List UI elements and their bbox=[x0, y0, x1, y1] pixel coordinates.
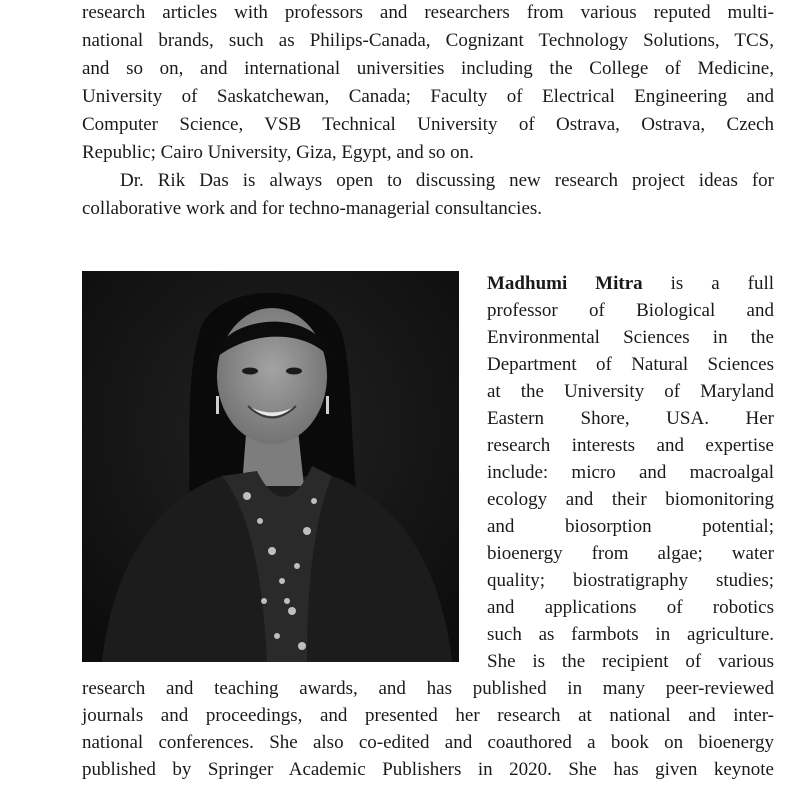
bio-line: She is the recipient of various bbox=[487, 651, 774, 672]
bio-line: Eastern Shore, USA. Her bbox=[487, 408, 774, 429]
text-line: research articles with professors and researchers from various reputed multi- bbox=[82, 2, 774, 23]
text-line: journals and proceedings, and presented her research at national and inter- bbox=[82, 705, 774, 726]
text-line: Dr. Rik Das is always open to discussing new research project ideas for bbox=[120, 170, 774, 191]
bio-line: and applications of robotics bbox=[487, 597, 774, 618]
portrait-photo bbox=[82, 271, 459, 662]
text-line: published by Springer Academic Publishers in 2020. She has given keynote bbox=[82, 759, 774, 780]
bio-line: at the University of Maryland bbox=[487, 381, 774, 402]
bio-line: quality; biostratigraphy studies; bbox=[487, 570, 774, 591]
text-line: and so on, and international universities including the College of Medicine, bbox=[82, 58, 774, 79]
bio-line: research interests and expertise bbox=[487, 435, 774, 456]
text-line: Republic; Cairo University, Giza, Egypt, and so on. bbox=[82, 142, 474, 163]
bio-line: Department of Natural Sciences bbox=[487, 354, 774, 375]
bio-line: such as farmbots in agriculture. bbox=[487, 624, 774, 645]
bio-line: Environmental Sciences in the bbox=[487, 327, 774, 348]
text-line: national brands, such as Philips-Canada, Cognizant Technology Solutions, TCS, bbox=[82, 30, 774, 51]
bio-line: professor of Biological and bbox=[487, 300, 774, 321]
text-line: national conferences. She also co-edited and coauthored a book on bioenergy bbox=[82, 732, 774, 753]
text-line: University of Saskatchewan, Canada; Faculty of Electrical Engineering and bbox=[82, 86, 774, 107]
bio-first-line-rest: is a full bbox=[642, 273, 774, 294]
bio-name: Madhumi Mitra bbox=[487, 273, 643, 294]
bio-line: bioenergy from algae; water bbox=[487, 543, 774, 564]
bio-line: include: micro and macroalgal bbox=[487, 462, 774, 483]
bio-line: and biosorption potential; bbox=[487, 516, 774, 537]
bio-line: ecology and their biomonitoring bbox=[487, 489, 774, 510]
text-line: collaborative work and for techno-managerial consultancies. bbox=[82, 198, 543, 219]
bio-first-line bbox=[487, 272, 774, 296]
text-line: research and teaching awards, and has published in many peer-reviewed bbox=[82, 678, 774, 699]
text-line: Computer Science, VSB Technical University of Ostrava, Ostrava, Czech bbox=[82, 114, 774, 135]
